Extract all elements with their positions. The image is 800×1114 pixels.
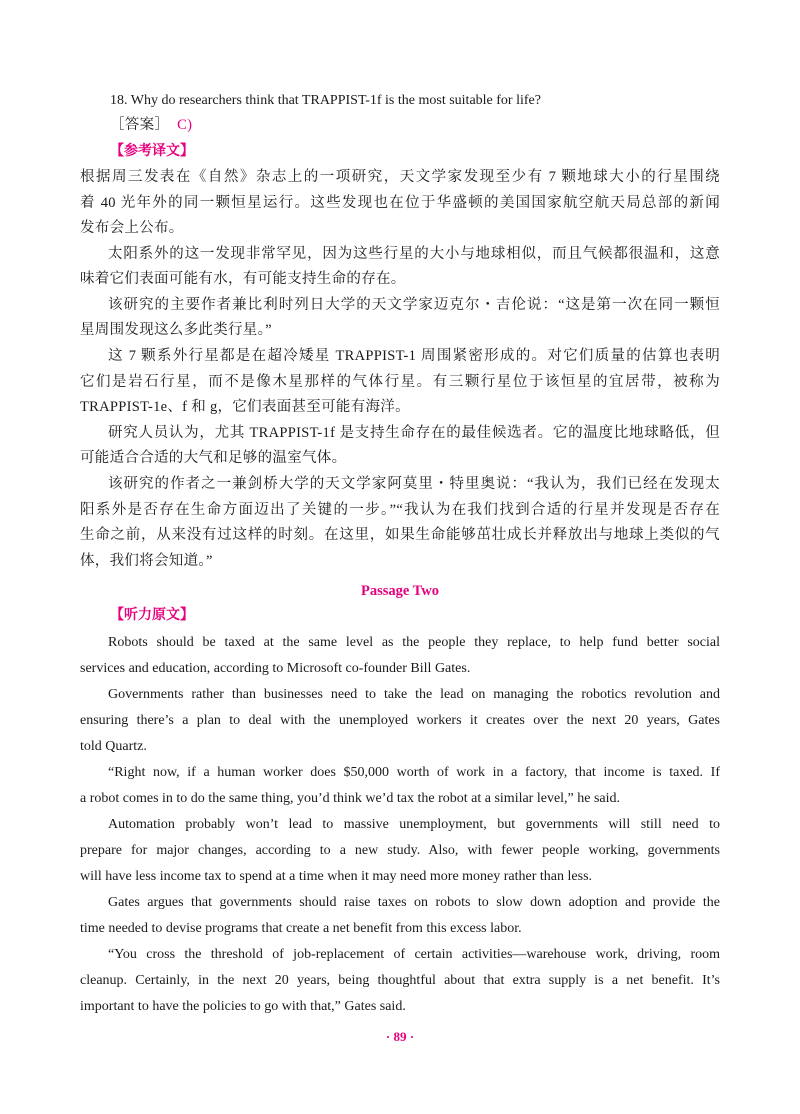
transcript-line: a robot comes in to do the same thing, you’d think we’d tax the robot at a similar level,” he said.: [80, 791, 621, 806]
translation-line: 味着它们表面可能有水，有可能支持生命的存在。: [80, 271, 406, 287]
translation-line: 这 7 颗系外行星都是在超冷矮星 TRAPPIST-1 周围紧密形成的。对它们质量的估算也表明: [108, 348, 720, 364]
transcript-line: prepare for major changes, according to a new study. Also, with fewer people working, governments: [80, 843, 720, 858]
transcript-line: important to have the policies to go with that,” Gates said.: [80, 999, 406, 1014]
answer-value: C): [177, 117, 193, 133]
passage-title: Passage Two: [360, 583, 439, 599]
transcript-line: cleanup. Certainly, in the next 20 years, being thoughtful about that extra supply is a net benefit. It’s: [80, 973, 720, 988]
translation-line: 生命之前，从来没有过这样的时刻。在这里，如果生命能够茁壮成长并释放出与地球上类似的气: [80, 527, 720, 543]
transcript-label: 【听力原文】: [110, 608, 194, 623]
transcript-line: Robots should be taxed at the same level as the people they replace, to help fund better social: [108, 635, 720, 650]
transcript-line: told Quartz.: [80, 739, 147, 754]
transcript-line: time needed to devise programs that create a net benefit from this excess labor.: [80, 921, 522, 936]
translation-line: 该研究的作者之一兼剑桥大学的天文学家阿莫里・特里奥说：“我认为，我们已经在发现太: [108, 476, 720, 492]
transcript-line: Governments rather than businesses need to take the lead on managing the robotics revolution and: [108, 687, 720, 702]
transcript-line: Gates argues that governments should raise taxes on robots to slow down adoption and provide the: [108, 895, 720, 910]
transcript-line: “You cross the threshold of job-replacement of certain activities—warehouse work, driving, room: [108, 947, 720, 962]
translation-line: 着 40 光年外的同一颗恒星运行。这些发现也在位于华盛顿的美国国家航空航天局总部的新闻: [80, 195, 720, 211]
translation-line: 该研究的主要作者兼比利时列日大学的天文学家迈克尔・吉伦说：“这是第一次在同一颗恒: [108, 297, 720, 313]
translation-line: TRAPPIST-1e、f 和 g，它们表面甚至可能有海洋。: [80, 399, 410, 415]
translation-line: 阳系外是否存在生命方面迈出了关键的一步。”“我认为在我们找到合适的行星并发现是否存在: [80, 502, 720, 518]
transcript-line: services and education, according to Microsoft co-founder Bill Gates.: [80, 661, 471, 676]
question-text: 18. Why do researchers think that TRAPPIST-1f is the most suitable for life?: [110, 93, 541, 108]
transcript-line: ensuring there’s a plan to deal with the unemployed workers it creates over the next 20 years, Gates: [80, 713, 720, 728]
answer-label: ［答案］: [110, 117, 170, 133]
translation-line: 体，我们将会知道。”: [80, 553, 213, 569]
translation-line: 可能适合合适的大气和足够的温室气体。: [80, 450, 347, 466]
translation-label: 【参考译文】: [110, 144, 194, 159]
translation-line: 研究人员认为，尤其 TRAPPIST-1f 是支持生命存在的最佳候选者。它的温度比地球略低，但: [108, 425, 720, 441]
transcript-line: Automation probably won’t lead to massive unemployment, but governments will still need to: [108, 817, 720, 832]
transcript-line: will have less income tax to spend at a time when it may need more money rather than less.: [80, 869, 593, 884]
page-number: · 89 ·: [385, 1029, 415, 1044]
translation-line: 发布会上公布。: [80, 220, 184, 236]
translation-line: 根据周三发表在《自然》杂志上的一项研究，天文学家发现至少有 7 颗地球大小的行星围绕: [80, 169, 720, 185]
translation-line: 星周围发现这么多此类行星。”: [80, 322, 272, 338]
transcript-line: “Right now, if a human worker does $50,000 worth of work in a factory, that income is taxed. If: [108, 765, 720, 780]
translation-line: 太阳系外的这一发现非常罕见，因为这些行星的大小与地球相似，而且气候都很温和，这意: [108, 246, 720, 262]
answer-row: [110, 116, 192, 134]
translation-line: 它们是岩石行星，而不是像木星那样的气体行星。有三颗行星位于该恒星的宜居带，被称为: [80, 374, 720, 390]
